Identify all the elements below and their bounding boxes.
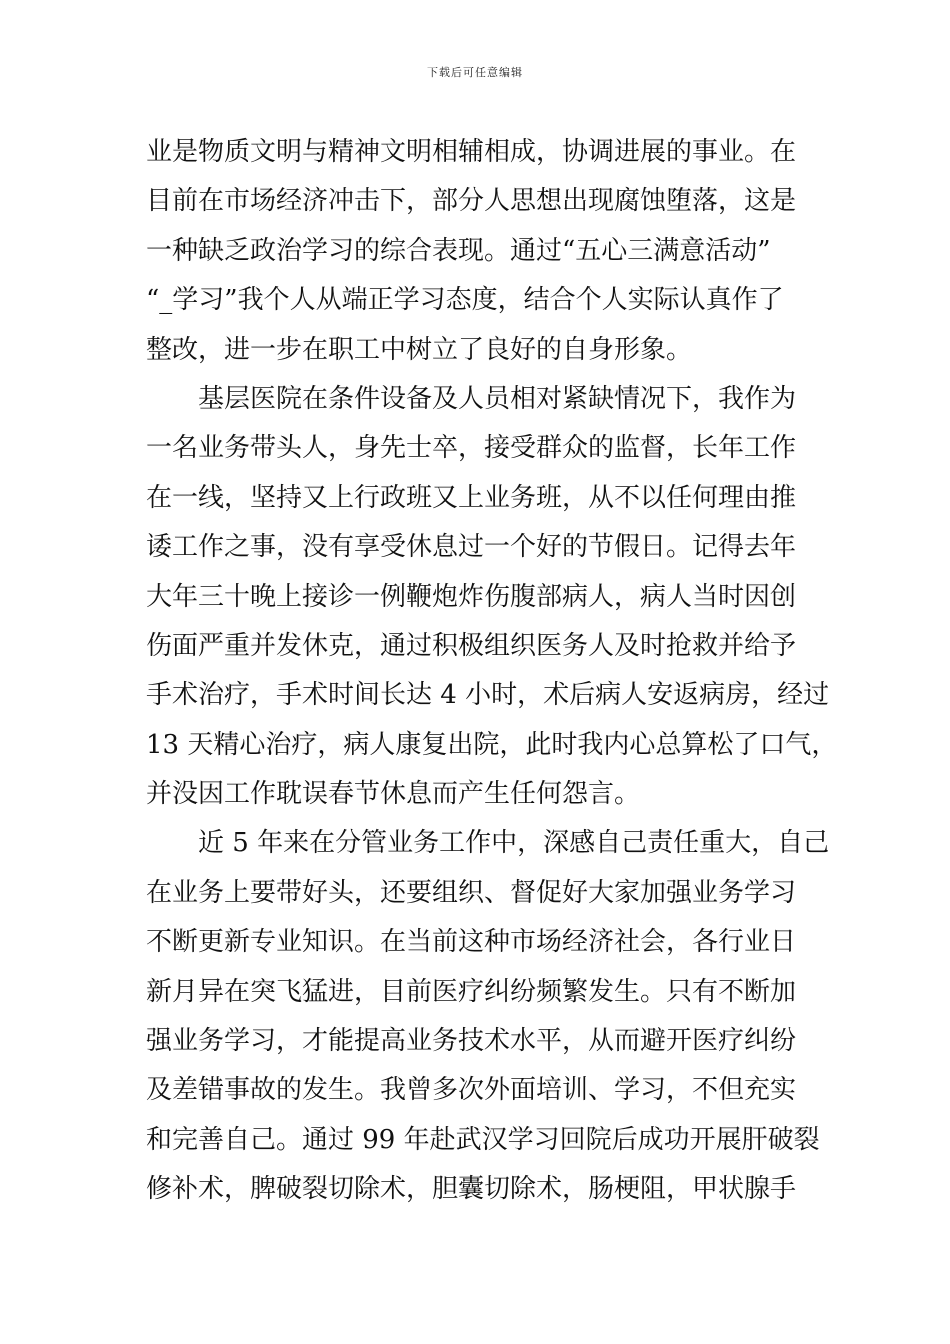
paragraph-first-line: 近 5 年来在分管业务工作中，深感自己责任重大，自己 [198, 828, 830, 859]
text-line: 不断更新专业知识。在当前这种市场经济社会，各行业日 [146, 927, 797, 958]
text-line: 在业务上要带好头，还要组织、督促好大家加强业务学习 [146, 877, 797, 908]
text-line: 手术治疗，手术时间长达 4 小时，术后病人安返病房，经过 [146, 680, 830, 711]
text-line: 一种缺乏政治学习的综合表现。通过“五心三满意活动” [146, 235, 771, 266]
text-line: 业是物质文明与精神文明相辅相成，协调进展的事业。在 [146, 137, 797, 167]
text-line: 和完善自己。通过 99 年赴武汉学习回院后成功开展肝破裂 [146, 1124, 820, 1155]
text-line: 一名业务带头人，身先士卒，接受群众的监督，长年工作 [146, 433, 797, 464]
text-line: 在一线，坚持又上行政班又上业务班，从不以任何理由推 [146, 482, 797, 513]
text-line: 强业务学习，才能提高业务技术水平，从而避开医疗纠纷 [146, 1026, 797, 1057]
text-line: 并没因工作耽误春节休息而产生任何怨言。 [146, 779, 641, 810]
text-line: 13 天精心治疗，病人康复出院，此时我内心总算松了口气， [146, 729, 838, 760]
page-header-note: 下载后可任意编辑 [427, 66, 523, 79]
text-line: “_学习”我个人从端正学习态度，结合个人实际认真作了 [146, 285, 784, 316]
text-line: 伤面严重并发休克，通过积极组织医务人及时抢救并给予 [146, 630, 797, 661]
text-line: 目前在市场经济冲击下，部分人思想出现腐蚀堕落，这是 [146, 186, 797, 217]
text-line: 新月异在突飞猛进，目前医疗纠纷频繁发生。只有不断加 [146, 976, 797, 1007]
text-line: 修补术，脾破裂切除术，胆囊切除术，肠梗阻，甲状腺手 [146, 1174, 797, 1205]
text-line: 诿工作之事，没有享受休息过一个好的节假日。记得去年 [146, 532, 797, 563]
text-line: 大年三十晚上接诊一例鞭炮炸伤腹部病人，病人当时因创 [146, 581, 797, 612]
text-line: 及差错事故的发生。我曾多次外面培训、学习，不但充实 [146, 1075, 797, 1106]
paragraph-first-line: 基层医院在条件设备及人员相对紧缺情况下，我作为 [198, 383, 797, 414]
document-body [146, 128, 838, 1215]
text-line: 整改，进一步在职工中树立了良好的自身形象。 [146, 334, 693, 365]
